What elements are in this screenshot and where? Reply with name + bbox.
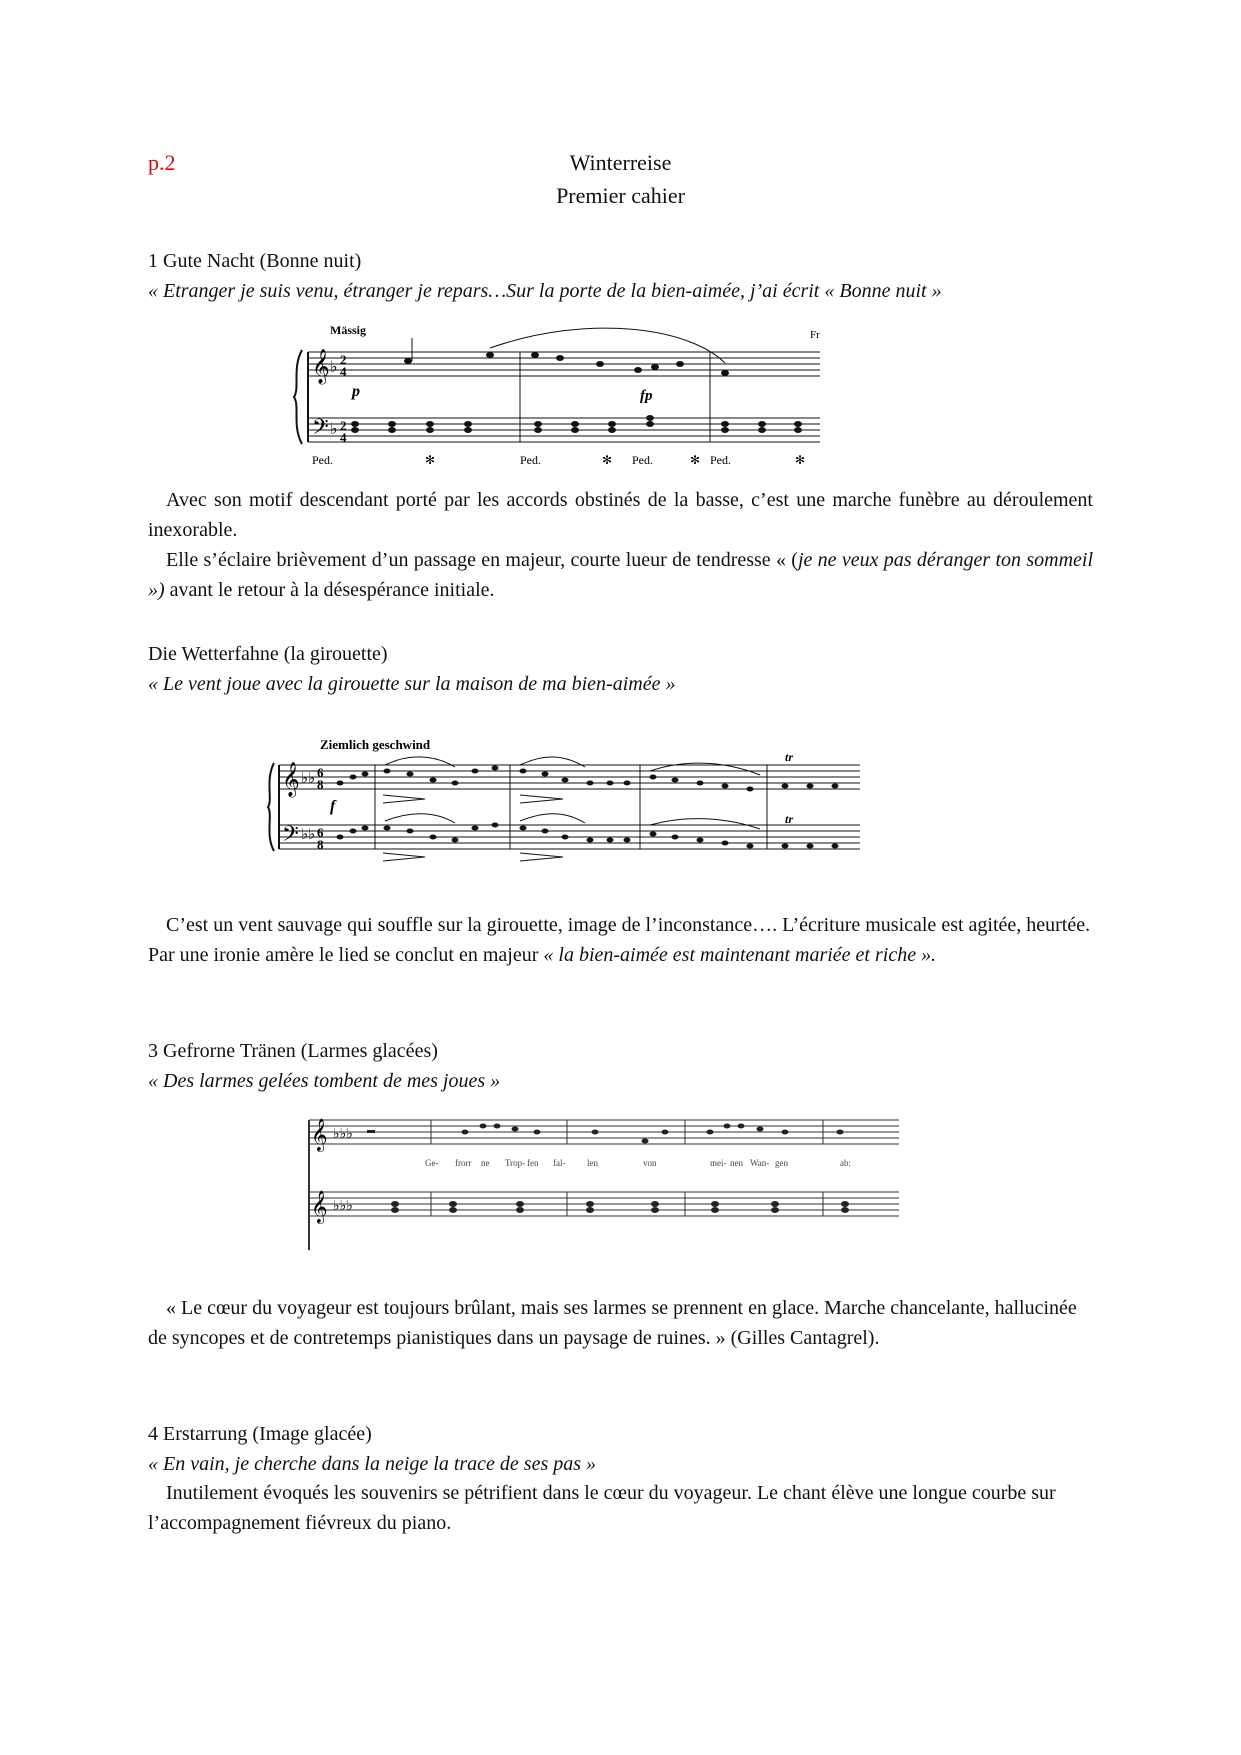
lyric-syllable: len <box>587 1158 598 1168</box>
lyric-syllable: Ge- <box>425 1158 439 1168</box>
section-3-quote: « Des larmes gelées tombent de mes joues » <box>148 1070 501 1092</box>
svg-text:♭♭♭: ♭♭♭ <box>333 1127 353 1142</box>
section-4-quote: « En vain, je cherche dans la neige la trace de ses pas » <box>148 1453 597 1475</box>
section-1-heading: 1 Gute Nacht (Bonne nuit) <box>148 250 362 272</box>
svg-text:8: 8 <box>317 837 324 852</box>
dynamic-p: p <box>352 383 360 400</box>
section-4-heading: 4 Erstarrung (Image glacée) <box>148 1423 372 1445</box>
pedal-mark: Ped. <box>632 453 653 467</box>
score-gute-nacht <box>290 318 825 473</box>
lyric-syllable: nen <box>730 1158 743 1168</box>
svg-text:6: 6 <box>317 825 324 840</box>
lyric-syllable: fen <box>527 1158 539 1168</box>
page-number: p.2 <box>148 150 176 175</box>
svg-text:2: 2 <box>340 418 347 433</box>
lyric-syllable: ab: <box>840 1158 851 1168</box>
svg-text:𝄞: 𝄞 <box>312 350 330 383</box>
lyric-syllable: Wan- <box>750 1158 770 1168</box>
lyric-syllable: mei- <box>710 1158 727 1168</box>
svg-text:6: 6 <box>317 765 324 780</box>
svg-text:𝄞: 𝄞 <box>311 1120 328 1151</box>
lyric-syllable: ne <box>481 1158 490 1168</box>
score-wetterfahne <box>265 725 863 880</box>
pedal-release: ✻ <box>425 453 436 467</box>
svg-text:𝄢: 𝄢 <box>282 822 299 851</box>
tempo-marking: Mässig <box>330 323 366 337</box>
pedal-mark: Ped. <box>312 453 333 467</box>
pedal-mark: Ped. <box>520 453 541 467</box>
document-subtitle: Premier cahier <box>556 183 685 208</box>
svg-text:♭♭: ♭♭ <box>301 827 316 843</box>
svg-text:4: 4 <box>340 364 347 379</box>
dynamic-f: f <box>330 798 336 815</box>
section-2-quote: « Le vent joue avec la girouette sur la maison de ma bien-aimée » <box>148 673 676 695</box>
score-gefrorne-traenen <box>305 1110 903 1255</box>
svg-text:♭♭: ♭♭ <box>301 771 316 787</box>
pedal-release: ✻ <box>602 453 613 467</box>
trill-mark: tr <box>785 750 794 764</box>
svg-text:𝄢: 𝄢 <box>312 415 329 444</box>
trill-mark: tr <box>785 812 794 826</box>
document-title: Winterreise <box>569 150 672 175</box>
pedal-release: ✻ <box>690 453 701 467</box>
section-1-paragraph-1: Avec son motif descendant porté par les accords obstinés de la basse, c’est une marche funèbre au déroulement inexorable. <box>148 489 1093 541</box>
section-2-heading: Die Wetterfahne (la girouette) <box>148 643 388 665</box>
section-1-quote: « Etranger je suis venu, étranger je repars…Sur la porte de la bien-aimée, j’ai écrit « Bonne nuit » <box>148 280 942 302</box>
lyric-syllable: gen <box>775 1158 788 1168</box>
section-3-heading: 3 Gefrorne Tränen (Larmes glacées) <box>148 1040 438 1062</box>
lyric-syllable: Trop- <box>505 1158 526 1168</box>
svg-text:𝄞: 𝄞 <box>311 1192 328 1223</box>
svg-text:𝄞: 𝄞 <box>282 763 300 796</box>
score-edge-text: Fr <box>810 329 820 341</box>
lyric-syllable: fal- <box>553 1158 566 1168</box>
svg-text:♭: ♭ <box>330 421 338 438</box>
lyric-syllable: frorr <box>455 1158 472 1168</box>
section-1-paragraph-2: Elle s’éclaire brièvement d’un passage en majeur, courte lueur de tendresse « (je ne veux pas déranger ton sommeil ») avant le retour à la désespérance initiale. <box>148 549 1094 601</box>
pedal-release: ✻ <box>795 453 806 467</box>
dynamic-fp: fp <box>640 388 653 404</box>
svg-text:2: 2 <box>340 352 347 367</box>
tempo-marking: Ziemlich geschwind <box>320 737 431 752</box>
svg-text:♭♭♭: ♭♭♭ <box>333 1199 353 1214</box>
svg-text:4: 4 <box>340 430 347 445</box>
svg-text:8: 8 <box>317 777 324 792</box>
section-2-paragraph: C’est un vent sauvage qui souffle sur la girouette, image de l’inconstance…. L’écriture musicale est agitée, heurtée. Par une ironie amère le lied se conclut en majeur « la bien-aimée est maintenant mariée et riche ». <box>148 914 1091 966</box>
svg-text:♭: ♭ <box>330 359 338 376</box>
lyric-syllable: von <box>643 1158 657 1168</box>
pedal-mark: Ped. <box>710 453 731 467</box>
section-3-paragraph: « Le cœur du voyageur est toujours brûlant, mais ses larmes se prennent en glace. Marche chancelante, hallucinée de syncopes et de contretemps pianistiques dans un paysage de ruines. » (Gilles Cantagrel). <box>148 1297 1077 1349</box>
section-4-paragraph: Inutilement évoqués les souvenirs se pétrifient dans le cœur du voyageur. Le chant élève une longue courbe sur l’accompagnement fiévreux du piano. <box>148 1482 1056 1534</box>
